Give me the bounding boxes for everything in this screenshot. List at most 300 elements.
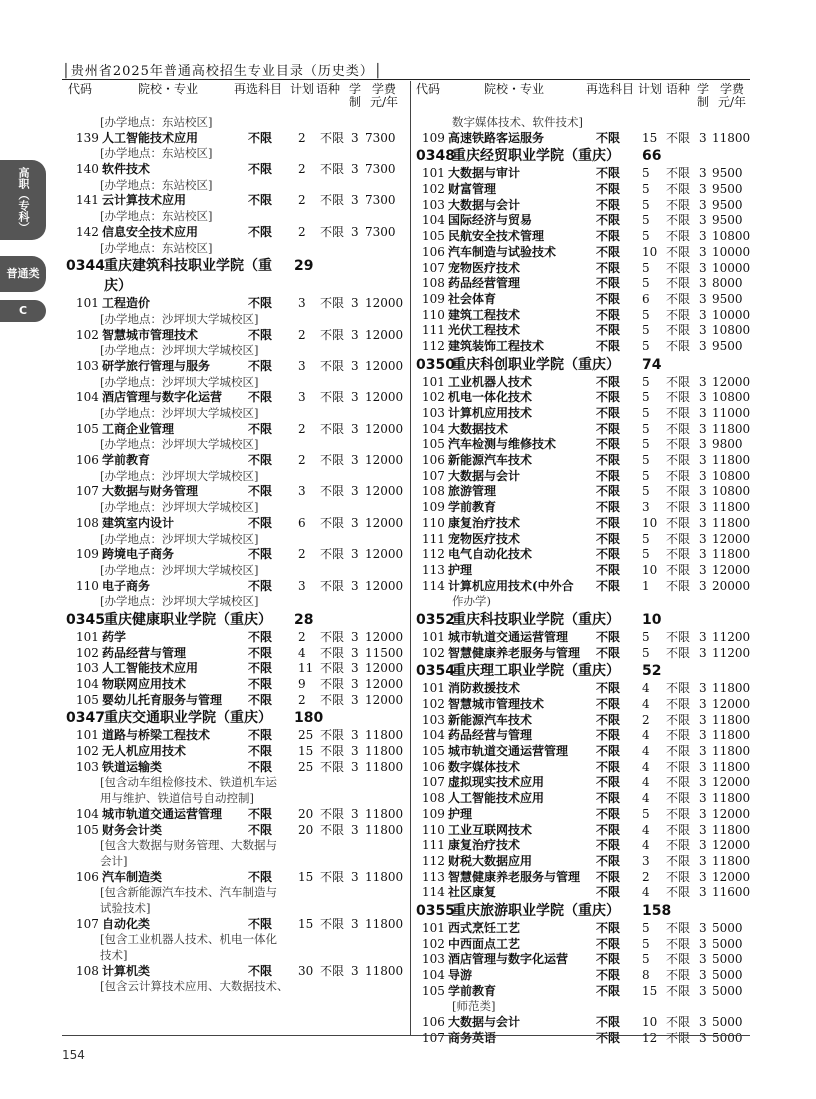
major-subject: 不限 (596, 244, 621, 259)
major-plan: 15 (642, 983, 658, 998)
major-row (414, 516, 760, 532)
major-name: 康复治疗技术 (448, 515, 521, 530)
major-note: [办学地点：沙坪坝大学城校区] (100, 531, 259, 546)
major-code: 105 (76, 822, 99, 837)
major-code: 101 (76, 629, 99, 644)
major-name: 大数据与会计 (448, 1015, 521, 1030)
major-code: 105 (422, 229, 445, 244)
major-plan: 10 (642, 515, 658, 530)
school-total: 29 (294, 258, 314, 275)
major-row (414, 339, 760, 355)
major-name: 大数据与会计 (448, 197, 521, 212)
major-lang: 不限 (320, 661, 345, 676)
major-fee: 20000 (712, 578, 751, 593)
major-plan: 20 (298, 822, 314, 837)
major-plan: 2 (298, 692, 306, 707)
major-code: 105 (422, 983, 445, 998)
major-years: 3 (699, 869, 707, 884)
major-plan: 5 (642, 468, 650, 483)
major-lang: 不限 (666, 260, 691, 275)
major-plan: 2 (298, 453, 306, 468)
major-plan: 5 (642, 374, 650, 389)
major-years: 3 (351, 130, 359, 145)
major-lang: 不限 (320, 224, 345, 239)
major-row (414, 984, 760, 1000)
major-years: 3 (699, 983, 707, 998)
major-name: 无人机应用技术 (102, 744, 187, 759)
major-name: 人工智能技术应用 (448, 791, 545, 806)
major-years: 3 (699, 681, 707, 696)
major-code: 104 (422, 728, 445, 743)
major-fee: 11800 (365, 822, 404, 837)
major-name: 药学 (102, 629, 127, 644)
major-plan: 5 (642, 629, 650, 644)
major-name: 护理 (448, 562, 473, 577)
major-lang: 不限 (666, 744, 691, 759)
major-fee: 12000 (712, 775, 751, 790)
major-years: 3 (699, 260, 707, 275)
major-plan: 5 (642, 390, 650, 405)
major-code: 109 (422, 291, 445, 306)
major-name: 城市轨道交通运营管理 (448, 629, 569, 644)
major-subject: 不限 (248, 130, 273, 145)
major-code: 109 (76, 547, 99, 562)
major-subject: 不限 (596, 578, 621, 593)
major-fee: 11800 (712, 744, 751, 759)
major-row (414, 823, 760, 839)
major-note: [办学地点：沙坪坝大学城校区] (100, 500, 259, 515)
major-row (414, 1031, 760, 1047)
major-row (414, 952, 760, 968)
major-name: 学前教育 (448, 500, 497, 515)
column-header (62, 79, 408, 115)
column-header (414, 79, 760, 115)
major-plan: 30 (298, 963, 314, 978)
major-lang: 不限 (320, 759, 345, 774)
major-plan: 12 (642, 1030, 658, 1045)
major-name: 工商企业管理 (102, 421, 175, 436)
major-row (62, 453, 408, 469)
header-code: 代码 (68, 82, 93, 96)
major-lang: 不限 (320, 484, 345, 499)
major-lang: 不限 (320, 162, 345, 177)
major-lang: 不限 (666, 229, 691, 244)
major-subject: 不限 (596, 885, 621, 900)
school-name-cont (62, 276, 408, 296)
major-note: [办学地点：东站校区] (100, 240, 213, 255)
major-fee: 11800 (365, 728, 404, 743)
major-subject: 不限 (596, 1030, 621, 1045)
major-plan: 5 (642, 260, 650, 275)
major-note: [办学地点：东站校区] (100, 115, 213, 129)
major-code: 107 (76, 484, 99, 499)
major-code: 101 (422, 374, 445, 389)
major-name: 城市轨道交通运营管理 (448, 744, 569, 759)
major-subject: 不限 (596, 374, 621, 389)
major-plan: 3 (298, 296, 306, 311)
page-number: 154 (62, 1048, 85, 1062)
major-row (414, 681, 760, 697)
major-row (62, 296, 408, 312)
major-row (62, 964, 408, 980)
major-plan: 5 (642, 307, 650, 322)
major-code: 101 (76, 728, 99, 743)
major-plan: 1 (642, 578, 650, 593)
major-fee: 5000 (712, 968, 743, 982)
major-name: 道路与桥梁工程技术 (102, 728, 211, 743)
major-fee: 12000 (365, 515, 404, 530)
major-plan: 2 (298, 224, 306, 239)
major-row (62, 646, 408, 662)
major-subject: 不限 (596, 681, 621, 696)
major-lang: 不限 (666, 1030, 691, 1045)
school-name: 庆） (104, 278, 132, 295)
major-subject: 不限 (248, 578, 273, 593)
major-lang: 不限 (320, 629, 345, 644)
major-subject: 不限 (596, 515, 621, 530)
major-row (414, 323, 760, 339)
major-fee: 11800 (712, 500, 751, 515)
major-plan: 15 (642, 130, 658, 145)
major-code: 102 (422, 390, 445, 405)
major-lang: 不限 (320, 193, 345, 208)
major-lang: 不限 (666, 500, 691, 515)
major-name: 工程造价 (102, 296, 151, 311)
major-lang: 不限 (666, 791, 691, 806)
major-row (62, 193, 408, 209)
major-years: 3 (699, 744, 707, 759)
school-row (414, 661, 760, 681)
major-years: 3 (699, 229, 707, 244)
major-name: 建筑工程技术 (448, 307, 521, 322)
major-row (414, 375, 760, 391)
header-subject: 再选科目 (234, 82, 283, 96)
major-subject: 不限 (596, 791, 621, 806)
header-name: 院校・专业 (484, 82, 545, 96)
major-plan: 5 (642, 936, 650, 951)
major-code: 112 (422, 547, 445, 562)
major-note: [包含动车组检修技术、铁道机车运 (100, 775, 277, 790)
major-note: 会计] (100, 853, 128, 868)
major-fee: 12000 (365, 453, 404, 468)
major-code: 104 (76, 390, 99, 405)
major-subject: 不限 (596, 468, 621, 483)
major-name: 酒店管理与数字化运营 (448, 952, 569, 967)
major-years: 3 (699, 562, 707, 577)
major-subject: 不限 (596, 323, 621, 338)
header-years: 学制 (349, 82, 362, 109)
major-lang: 不限 (666, 885, 691, 900)
major-plan: 2 (642, 712, 650, 727)
major-plan: 6 (642, 291, 650, 306)
major-row (414, 437, 760, 453)
major-plan: 5 (642, 213, 650, 228)
major-plan: 3 (298, 578, 306, 593)
major-years: 3 (699, 775, 707, 790)
major-fee: 11800 (365, 806, 404, 821)
major-code: 112 (422, 853, 445, 868)
major-lang: 不限 (666, 806, 691, 821)
major-plan: 3 (298, 484, 306, 499)
major-plan: 4 (642, 822, 650, 837)
major-row (62, 693, 408, 709)
major-subject: 不限 (596, 869, 621, 884)
major-plan: 11 (298, 661, 314, 676)
major-years: 3 (351, 193, 359, 208)
major-years: 3 (699, 515, 707, 530)
major-row (62, 870, 408, 886)
major-fee: 11800 (365, 744, 404, 759)
major-row (62, 630, 408, 646)
major-years: 3 (351, 629, 359, 644)
major-years: 3 (351, 358, 359, 373)
major-fee: 11800 (712, 421, 751, 436)
major-name: 康复治疗技术 (448, 838, 521, 853)
school-total: 52 (642, 663, 662, 680)
major-code: 108 (76, 515, 99, 530)
major-row (62, 661, 408, 677)
major-row (62, 744, 408, 760)
school-row (62, 708, 408, 728)
major-note: 试验技术] (100, 900, 151, 915)
major-row (414, 937, 760, 953)
major-name: 电气自动化技术 (448, 547, 533, 562)
major-note: 用与维护、铁道信号自动控制] (100, 791, 254, 806)
major-years: 3 (351, 916, 359, 931)
major-years: 3 (699, 697, 707, 711)
major-plan: 5 (642, 484, 650, 499)
major-plan: 8 (642, 968, 650, 982)
major-name: 新能源汽车技术 (448, 453, 533, 468)
major-note: 作办学) (452, 594, 491, 609)
major-name: 民航安全技术管理 (448, 229, 545, 244)
major-code: 113 (422, 562, 445, 577)
major-lang: 不限 (666, 759, 691, 774)
major-row (414, 308, 760, 324)
major-fee: 5000 (712, 1030, 743, 1045)
major-note: [办学地点：沙坪坝大学城校区] (100, 374, 259, 389)
major-code: 107 (76, 916, 99, 931)
major-years: 3 (699, 1030, 707, 1045)
major-code: 105 (76, 692, 99, 707)
major-years: 3 (699, 244, 707, 259)
major-row (414, 713, 760, 729)
major-plan: 5 (642, 952, 650, 967)
major-subject: 不限 (596, 806, 621, 821)
major-subject: 不限 (596, 936, 621, 951)
major-note: [办学地点：沙坪坝大学城校区] (100, 562, 259, 577)
major-code: 105 (422, 744, 445, 759)
major-subject: 不限 (248, 728, 273, 743)
major-fee: 12000 (712, 374, 751, 389)
major-fee: 11800 (712, 130, 751, 145)
major-years: 3 (699, 338, 707, 353)
major-code: 107 (422, 1030, 445, 1045)
major-name: 建筑装饰工程技术 (448, 338, 545, 353)
major-name: 宠物医疗技术 (448, 260, 521, 275)
major-subject: 不限 (596, 213, 621, 228)
major-note: [办学地点：沙坪坝大学城校区] (100, 468, 259, 483)
major-fee: 11000 (712, 406, 751, 420)
major-code: 102 (76, 744, 99, 759)
major-plan: 25 (298, 728, 314, 743)
major-subject: 不限 (596, 920, 621, 935)
major-note: [包含工业机器人技术、机电一体化 (100, 932, 277, 947)
major-code: 108 (76, 963, 99, 978)
major-code: 101 (422, 681, 445, 696)
major-years: 3 (351, 744, 359, 759)
major-code: 107 (422, 468, 445, 483)
major-name: 智慧健康养老服务与管理 (448, 869, 581, 884)
major-name: 云计算技术应用 (102, 193, 187, 208)
major-row (414, 469, 760, 485)
school-total: 66 (642, 148, 662, 165)
major-subject: 不限 (248, 547, 273, 562)
major-code: 102 (422, 936, 445, 951)
major-fee: 9500 (712, 213, 743, 228)
major-years: 3 (699, 1015, 707, 1030)
major-years: 3 (351, 661, 359, 676)
major-plan: 2 (298, 547, 306, 562)
major-fee: 10800 (712, 229, 751, 244)
major-lang: 不限 (666, 515, 691, 530)
major-subject: 不限 (248, 677, 273, 691)
major-plan: 2 (298, 130, 306, 145)
column-divider (410, 81, 411, 1035)
major-note: 技术] (100, 948, 128, 962)
major-plan: 10 (642, 562, 658, 577)
major-code: 109 (422, 500, 445, 515)
major-subject: 不限 (248, 645, 273, 660)
major-code: 101 (422, 629, 445, 644)
major-name: 电子商务 (102, 578, 151, 593)
school-code: 0350 (416, 356, 455, 373)
major-lang: 不限 (320, 744, 345, 759)
major-row (414, 1015, 760, 1031)
major-name: 智慧城市管理技术 (448, 697, 545, 711)
major-code: 110 (422, 307, 445, 322)
major-row (62, 579, 408, 595)
major-subject: 不限 (596, 531, 621, 546)
major-lang: 不限 (320, 390, 345, 405)
major-code: 112 (422, 338, 445, 353)
major-years: 3 (699, 885, 707, 900)
major-subject: 不限 (248, 822, 273, 837)
major-subject: 不限 (596, 759, 621, 774)
major-plan: 5 (642, 806, 650, 821)
major-row (414, 182, 760, 198)
school-code: 0354 (416, 663, 455, 680)
major-years: 3 (699, 406, 707, 420)
major-lang: 不限 (320, 692, 345, 707)
major-subject: 不限 (596, 338, 621, 353)
header-name: 院校・专业 (138, 82, 199, 96)
major-subject: 不限 (248, 692, 273, 707)
school-name: 重庆旅游职业学院（重庆） (452, 902, 620, 919)
school-total: 158 (642, 902, 672, 919)
major-fee: 11800 (712, 728, 751, 743)
school-row (62, 610, 408, 630)
major-fee: 11800 (365, 963, 404, 978)
major-lang: 不限 (666, 421, 691, 436)
major-years: 3 (699, 182, 707, 197)
major-lang: 不限 (666, 853, 691, 868)
header-plan: 计划 (290, 82, 315, 96)
major-years: 3 (699, 323, 707, 338)
school-name: 重庆经贸职业学院（重庆） (452, 148, 620, 165)
major-years: 3 (699, 531, 707, 546)
major-plan: 3 (642, 500, 650, 515)
major-fee: 12000 (365, 692, 404, 707)
major-plan: 4 (642, 697, 650, 711)
header-lang: 语种 (316, 82, 341, 96)
school-name: 重庆交通职业学院（重庆） (104, 710, 272, 727)
major-fee: 11800 (712, 681, 751, 696)
major-row (414, 532, 760, 548)
major-years: 3 (699, 307, 707, 322)
major-fee: 10000 (712, 307, 751, 322)
major-lang: 不限 (320, 421, 345, 436)
school-code: 0347 (66, 710, 105, 727)
major-lang: 不限 (666, 437, 691, 452)
major-years: 3 (699, 838, 707, 853)
major-subject: 不限 (596, 952, 621, 967)
header-code: 代码 (416, 82, 441, 96)
major-plan: 4 (642, 728, 650, 743)
major-row (62, 484, 408, 500)
major-code: 102 (76, 327, 99, 342)
major-name: 大数据与会计 (448, 468, 521, 483)
major-years: 3 (351, 296, 359, 311)
major-row (414, 422, 760, 438)
major-subject: 不限 (596, 562, 621, 577)
major-row (62, 760, 408, 776)
major-code: 102 (76, 645, 99, 660)
major-fee: 12000 (365, 296, 404, 311)
major-fee: 12000 (712, 531, 751, 546)
major-note: [包含大数据与财务管理、大数据与 (100, 838, 277, 853)
major-subject: 不限 (248, 484, 273, 499)
major-note: [办学地点：沙坪坝大学城校区] (100, 406, 259, 420)
major-name: 铁道运输类 (102, 759, 163, 774)
major-name: 汽车制造类 (102, 869, 163, 884)
major-lang: 不限 (666, 468, 691, 483)
major-name: 药品经营与管理 (102, 645, 187, 660)
major-row (62, 677, 408, 693)
major-name: 护理 (448, 806, 473, 821)
major-name: 人工智能技术应用 (102, 661, 199, 676)
major-lang: 不限 (666, 822, 691, 837)
major-subject: 不限 (596, 484, 621, 499)
major-code: 108 (422, 791, 445, 806)
major-note: [办学地点：东站校区] (100, 177, 213, 192)
major-plan: 2 (298, 193, 306, 208)
major-subject: 不限 (248, 661, 273, 676)
major-fee: 7300 (365, 193, 396, 208)
major-plan: 4 (642, 759, 650, 774)
major-fee: 9500 (712, 291, 743, 306)
header-plan: 计划 (638, 82, 663, 96)
major-row (62, 225, 408, 241)
major-fee: 12000 (712, 806, 751, 821)
major-subject: 不限 (596, 453, 621, 468)
major-subject: 不限 (596, 229, 621, 244)
major-years: 3 (351, 728, 359, 743)
major-row (62, 390, 408, 406)
major-plan: 10 (642, 244, 658, 259)
major-plan: 2 (298, 421, 306, 436)
side-tab-category: 高职（专科） (0, 160, 46, 240)
